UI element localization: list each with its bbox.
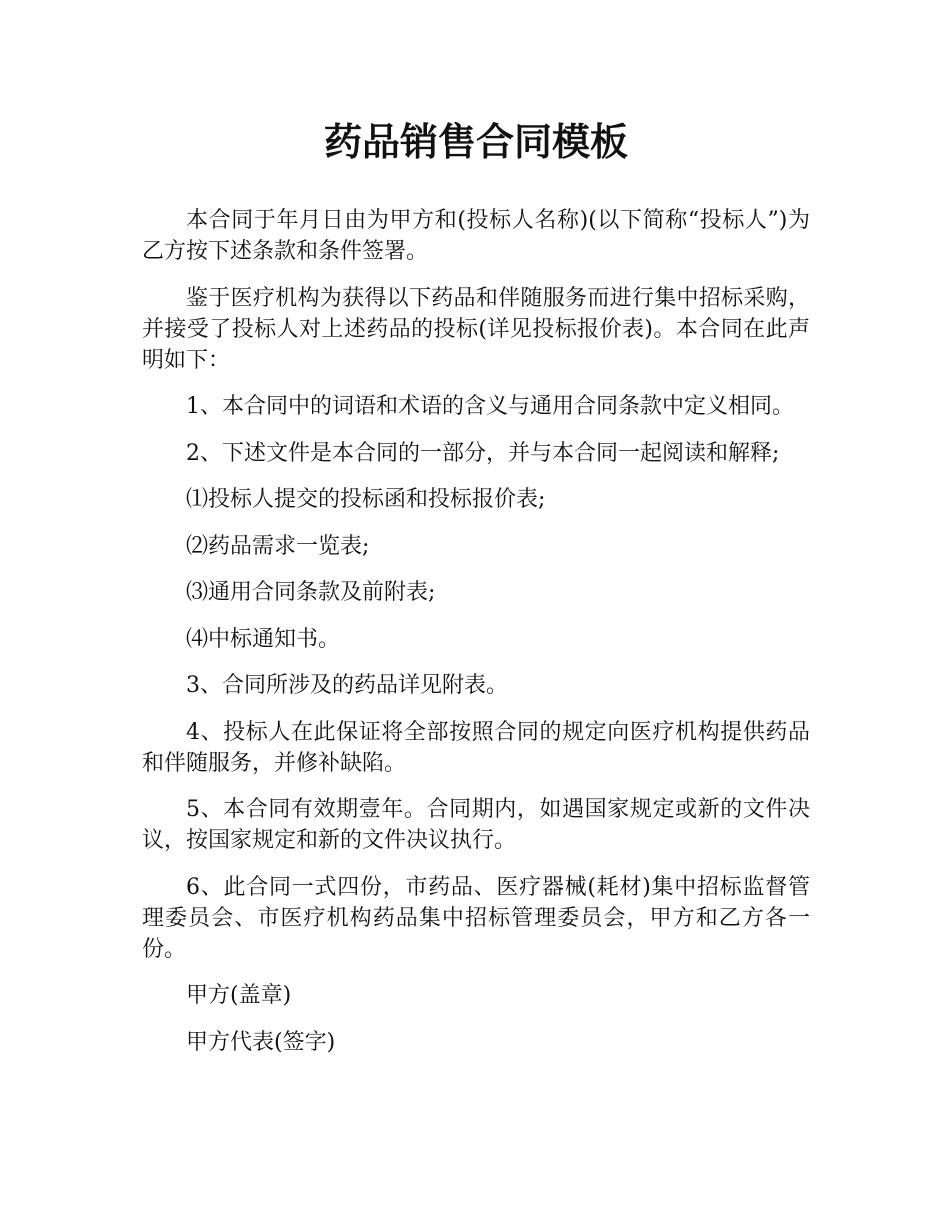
- clause-4: 4、投标人在此保证将全部按照合同的规定向医疗机构提供药品和伴随服务，并修补缺陷。: [142, 719, 810, 776]
- clause-5: 5、本合同有效期壹年。合同期内，如遇国家规定或新的文件决议，按国家规定和新的文件决议执行。: [142, 797, 810, 853]
- clause-1: 1、本合同中的词语和术语的含义与通用合同条款中定义相同。: [186, 394, 794, 419]
- clause-2: 2、下述文件是本合同的一部分，并与本合同一起阅读和解释;: [186, 440, 780, 466]
- recital-paragraph: 鉴于医疗机构为获得以下药品和伴随服务而进行集中招标采购，并接受了投标人对上述药品的投标(详见投标报价表)。本合同在此声明如下：: [142, 285, 810, 373]
- party-a-seal-line: 甲方(盖章): [186, 983, 292, 1008]
- clause-2-item-2: ⑵药品需求一览表;: [186, 533, 370, 559]
- intro-paragraph: 本合同于年月日由为甲方和(投标人名称)(以下简称“投标人”)为乙方按下述条款和条件签署。: [142, 208, 810, 264]
- clause-2-item-3: ⑶通用合同条款及前附表;: [186, 580, 436, 605]
- clause-2-item-4: ⑷中标通知书。: [186, 626, 341, 652]
- clause-2-item-1: ⑴投标人提交的投标函和投标报价表;: [186, 487, 546, 512]
- party-a-representative-line: 甲方代表(签字): [186, 1029, 336, 1055]
- document-title: 药品销售合同模板: [323, 120, 628, 164]
- document-body: [142, 205, 810, 1073]
- clause-3: 3、合同所涉及的药品详见附表。: [186, 673, 508, 698]
- clause-6: 6、此合同一式四份，市药品、医疗器械(耗材)集中招标监督管理委员会、市医疗机构药品集中招标管理委员会，甲方和乙方各一份。: [142, 874, 810, 962]
